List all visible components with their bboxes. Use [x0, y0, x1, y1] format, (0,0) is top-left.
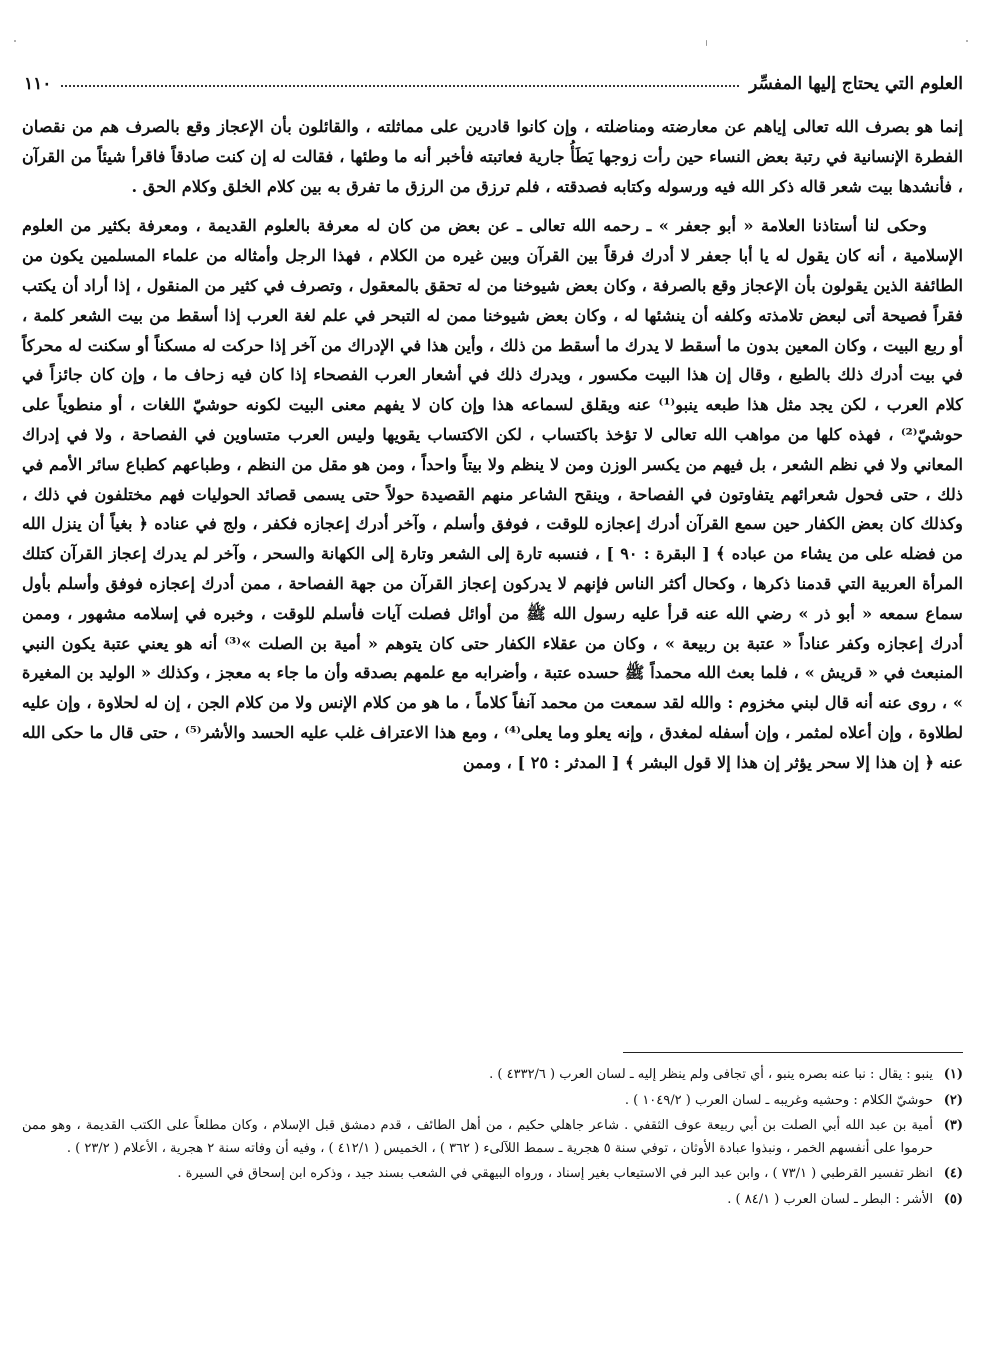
- footnote: [22, 1115, 963, 1160]
- page-number: ١١٠: [24, 74, 52, 94]
- footnote-number: (٢): [943, 1092, 963, 1108]
- paragraph: إنما هو بصرف الله تعالى إياهم عن معارضته ومناضلته ، وإن كانوا قادرين على مماثلته ، والقائلون بأن الإعجاز وقع بالصرف هم من نقصان الفطرة الإنسانية في رتبة بعض النساء حين رأت زوجها يَطَأُ جارية فعاتبته فأخبر أنه ما وطئها ، فقالت له إن كنت صادقاً فاقرأ شيئاً من القرآن ، فأنشدها بيت شعر قاله ذكر الله فيه ورسوله وكتابه فصدقته ، فلم ترزق من الرزق ما تفرق به بين كلام الخلق وكلام الحق .: [22, 117, 963, 196]
- scan-speck: [706, 40, 707, 46]
- footnote: [22, 1163, 963, 1186]
- footnote-text: ينبو : يقال : نبا عنه بصره ينبو ، أي تجافى ولم ينظر إليه ـ لسان العرب ( ٤٣٣٢/٦ ) .: [489, 1067, 933, 1082]
- footnote-text: أمية بن عبد الله أبي الصلت بن أبي ربيعة عوف الثقفي . شاعر جاهلي حكيم ، من أهل الطائف ، قدم دمشق قبل الإسلام ، وكان مطلعاً على الكتب القديمة ، وهو ممن حرموا على أنفسهم الخمر ، ونبذوا عبادة الأوثان ، توفي سنة ٥ هجرية ـ سمط اللآلىء ( ٣٦٢ ) ، الخميس ( ٤١٢/١ ) ، وفيه أن وفاته سنة ٢ هجرية ، الأعلام ( ٢٣/٢ ) .: [22, 1118, 933, 1156]
- paragraph: وحكى لنا أستاذنا العلامة « أبو جعفر » ـ رحمه الله تعالى ـ عن بعض من كان له معرفة بالعلوم القديمة ، ومعرفة بكثير من العلوم الإسلامية ، أنه كان يقول له يا أبا جعفر لا أدرك فرقاً بين القرآن وبين غيره من الكلام ، فهذا الرجل وأمثاله من علماء المسلمين يكون من الطائفة الذين يقولون بأن الإعجاز وقع بالصرفة ، وكان بعض شيوخنا من له تحقق بالمعقول ، وتصرف في كثير من المنقول ، إذا أراد أن يكتب فقراً فصيحة أتى لبعض تلامذته وكلفه أن ينشئها له ، وكان بعض شيوخنا ممن له التبحر في علم لغة العرب إذا أسقط من بيت الشعر كلمة ، أو ربع البيت ، وكان المعين بدون ما أسقط لا يدرك ما أسقط من ذلك ، وأين هذا في الإدراك من آخر إذا حركت له مسكناً أو سكنت له محركاً في بيت أدرك ذلك بالطبع ، وقال إن هذا البيت مكسور ، ويدرك ذلك في أشعار العرب الفصحاء إذا كان فيه زحاف ما ، وإن كان جائزاً في كلام العرب ، لكن يجد مثل هذا طبعه ينبو⁽¹⁾ عنه ويقلق لسماعه هذا وإن كان لا يفهم معنى البيت لكونه حوشيّ اللغات ، أو منطوياً على حوشيّ⁽²⁾ ، فهذه كلها من مواهب الله تعالى لا تؤخذ باكتساب ، لكن الاكتساب يقويها وليس العرب متساوين في الفصاحة ، ولا في إدراك المعاني ولا في نظم الشعر ، بل فيهم من يكسر الوزن ومن لا ينظم ولا بيتاً واحداً ، ومن هو مقل من النظم ، وطباعهم كطباع سائر الأمم في ذلك ، حتى فحول شعرائهم يتفاوتون في الفصاحة ، وينقح الشاعر منهم القصيدة حولاً حتى يسمى قصائد الحوليات فهم مختلفون في ذلك ، وكذلك كان بعض الكفار حين سمع القرآن أدرك إعجازه للوقت ، فوفق وأسلم ، وآخر أدرك إعجازه فكفر ، ولج في عناده ﴿ بغياً أن ينزل الله من فضله على من يشاء من عباده ﴾ [ البقرة : ٩٠ ] ، فنسبه تارة إلى الشعر وتارة إلى الكهانة والسحر ، وآخر لم يدرك إعجاز القرآن كتلك المرأة العربية التي قدمنا ذكرها ، وكحال أكثر الناس فإنهم لا يدركون إعجاز القرآن من جهة الفصاحة ، ممن أدرك إعجازه فوفق وأسلم بأول سماع سمعه « أبو ذر » رضي الله عنه قرأ عليه رسول الله ﷺ من أوائل فصلت آيات فأسلم للوقت ، وخبره في إسلامه مشهور ، وممن أدرك إعجازه وكفر عناداً « عتبة بن ربيعة » ، وكان من عقلاء الكفار حتى كان يتوهم « أمية بن الصلت »⁽³⁾ أنه هو يعني عتبة يكون النبي المنبعث في « قريش » ، فلما بعث الله محمداً ﷺ حسده عتبة ، وأضرابه مع علمهم بصدقه وأن ما جاء به معجز ، وكذلك « الوليد بن المغيرة » ، روى عنه أنه قال لبني مخزوم : والله لقد سمعت من محمد آنفاً كلاماً ، ما هو من كلام الإنس ولا من كلام الجن ، إن له لحلاوة ، وإن عليه لطلاوة ، وإن أعلاه لمثمر ، وإن أسفله لمغدق ، وإنه يعلو وما يعلى⁽⁴⁾ ، ومع هذا الاعتراف غلب عليه الحسد والأشر⁽⁵⁾ ، حتى قال ما حكى الله عنه ﴿ إن هذا إلا سحر يؤثر إن هذا إلا قول البشر ﴾ [ المدثر : ٢٥ ] ، وممن: [22, 216, 964, 772]
- footnote-number: (١): [943, 1067, 963, 1082]
- footnote: [22, 1189, 963, 1212]
- footnote: [22, 1090, 963, 1113]
- main-text: [22, 112, 963, 778]
- running-title: العلوم التي يحتاج إليها المفسِّر: [749, 74, 963, 94]
- footnote: [22, 1064, 963, 1087]
- footnote-separator: [623, 1052, 963, 1053]
- dotted-leader: [61, 85, 739, 87]
- footnote-text: حوشيّ الكلام : وحشيه وغريبه ـ لسان العرب ( ١٠٤٩/٢ ) .: [624, 1092, 933, 1108]
- footnote-text: انظر تفسير القرطبي ( ٧٣/١ ) ، وابن عبد البر في الاستيعاب بغير إسناد ، ورواه البيهقي في الشعب بسند جيد ، وذكره ابن إسحاق في السيرة .: [177, 1166, 933, 1181]
- scan-speck: [966, 40, 968, 42]
- page-header: [24, 64, 963, 94]
- footnote-number: (٤): [943, 1166, 963, 1181]
- footnote-number: (٥): [943, 1191, 963, 1207]
- footnote-text: الأشر : البطر ـ لسان العرب ( ٨٤/١ ) .: [727, 1191, 933, 1207]
- footnote-number: (٣): [943, 1118, 963, 1133]
- footnotes: [22, 1064, 963, 1214]
- scan-speck: [14, 40, 16, 42]
